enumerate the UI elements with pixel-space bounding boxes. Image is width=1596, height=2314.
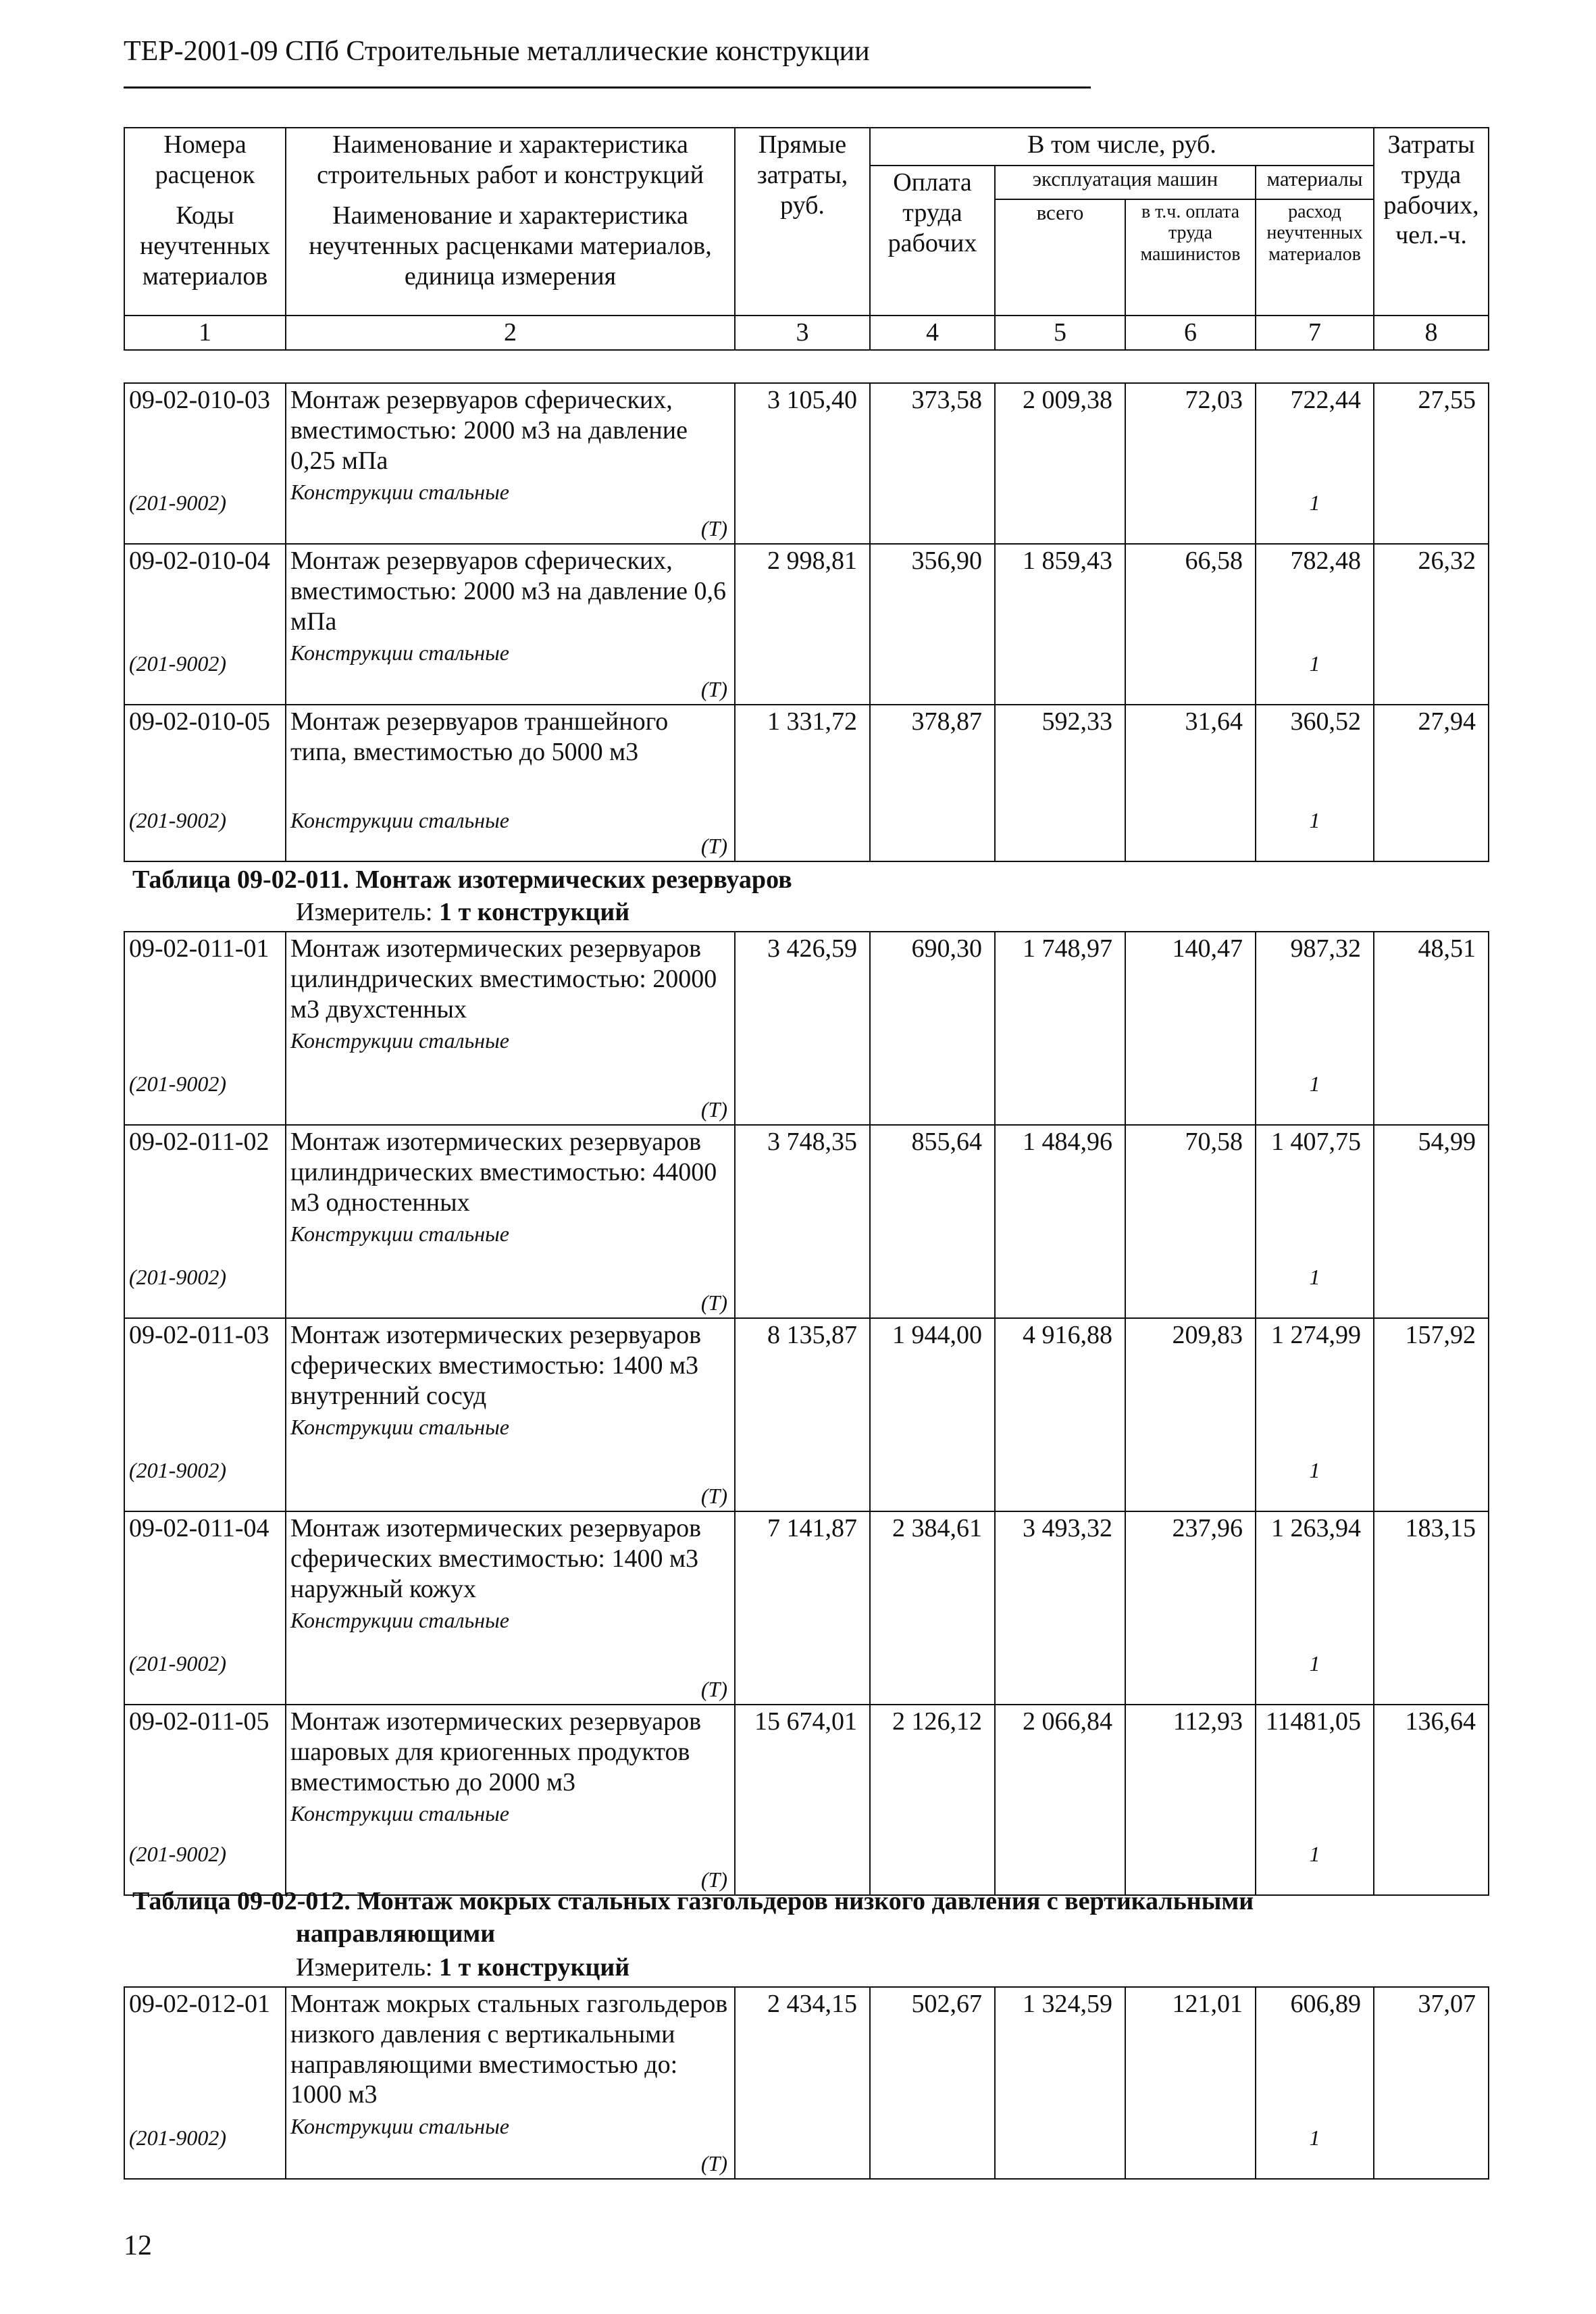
header-work-name: Наименование и характеристика строительных работ и конструкций	[286, 128, 735, 199]
material-name: Конструкции стальные	[290, 1028, 509, 1053]
material-quantity: 1	[1309, 1458, 1320, 1483]
rate-code: 09-02-010-04	[129, 547, 270, 575]
table-row	[124, 383, 1489, 544]
header-operator-pay: в т.ч. оплата труда машинистов	[1125, 199, 1256, 316]
materials-cost: 1 263,94	[1271, 1514, 1361, 1542]
unit-mark: (Т)	[700, 1097, 727, 1122]
column-header-table	[124, 127, 1489, 351]
material-quantity: 1	[1309, 1072, 1320, 1097]
col-number-3: 3	[735, 316, 870, 350]
labor-hours: 183,15	[1374, 1511, 1489, 1705]
machines-total: 1 324,59	[995, 1987, 1125, 2179]
unit-value: 1 т конструкций	[439, 1953, 630, 1982]
materials-cost: 606,89	[1290, 1990, 1361, 2018]
header-direct-costs: Прямые затраты, руб.	[735, 128, 870, 316]
machines-total: 1 859,43	[995, 544, 1125, 705]
header-rule	[124, 86, 1091, 89]
machines-total: 4 916,88	[995, 1318, 1125, 1511]
worker-pay: 855,64	[870, 1125, 995, 1318]
operator-pay: 70,58	[1125, 1125, 1256, 1318]
work-description: Монтаж изотермических резервуаров цилиндрических вместимостью: 20000 м3 двухстенных	[290, 934, 717, 1024]
worker-pay: 378,87	[870, 705, 995, 861]
work-description: Монтаж резервуаров сферических, вместимостью: 2000 м3 на давление 0,25 мПа	[290, 386, 688, 475]
materials-cost: 360,52	[1290, 707, 1361, 736]
rate-code: 09-02-011-02	[129, 1128, 269, 1156]
material-quantity: 1	[1309, 651, 1320, 676]
labor-hours: 54,99	[1374, 1125, 1489, 1318]
table-row	[124, 1987, 1489, 2179]
table-012-caption: Таблица 09-02-012. Монтаж мокрых стальных газгольдеров низкого давления с вертикальными	[132, 1887, 1254, 1915]
worker-pay: 502,67	[870, 1987, 995, 2179]
labor-hours: 37,07	[1374, 1987, 1489, 2179]
col-number-5: 5	[995, 316, 1125, 350]
work-description: Монтаж изотермических резервуаров шаровых для криогенных продуктов вместимостью до 2000 м3	[290, 1707, 702, 1796]
unit-mark: (Т)	[700, 834, 727, 859]
table-row	[124, 705, 1489, 861]
machines-total: 1 748,97	[995, 932, 1125, 1125]
materials-cost: 1 407,75	[1271, 1128, 1361, 1156]
machines-total: 2 066,84	[995, 1705, 1125, 1895]
operator-pay: 209,83	[1125, 1318, 1256, 1511]
unit-mark: (Т)	[700, 2151, 727, 2176]
table-row	[124, 1511, 1489, 1705]
col-number-7: 7	[1256, 316, 1374, 350]
table-012-caption-line2: направляющими	[296, 1919, 496, 1948]
worker-pay: 690,30	[870, 932, 995, 1125]
material-name: Конструкции стальные	[290, 808, 509, 833]
work-description: Монтаж изотермических резервуаров сферических вместимостью: 1400 м3 внутренний сосуд	[290, 1321, 702, 1410]
material-code: (201-9002)	[129, 1265, 226, 1290]
material-quantity: 1	[1309, 491, 1320, 515]
col-number-2: 2	[286, 316, 735, 350]
material-quantity: 1	[1309, 1651, 1320, 1676]
rate-code: 09-02-012-01	[129, 1990, 270, 2018]
material-code: (201-9002)	[129, 1072, 226, 1097]
table-row	[124, 1705, 1489, 1895]
operator-pay: 140,47	[1125, 932, 1256, 1125]
work-description: Монтаж резервуаров сферических, вместимостью: 2000 м3 на давление 0,6 мПа	[290, 547, 726, 636]
operator-pay: 72,03	[1125, 383, 1256, 544]
work-description: Монтаж мокрых стальных газгольдеров низкого давления с вертикальными направляющими вместимостью до: 1000 м3	[290, 1990, 728, 2109]
direct-costs: 8 135,87	[735, 1318, 870, 1511]
rate-code: 09-02-011-03	[129, 1321, 269, 1349]
material-name: Конструкции стальные	[290, 1222, 509, 1247]
worker-pay: 2 126,12	[870, 1705, 995, 1895]
rates-table-011	[124, 931, 1489, 1896]
direct-costs: 2 998,81	[735, 544, 870, 705]
labor-hours: 26,32	[1374, 544, 1489, 705]
work-description: Монтаж изотермических резервуаров сферических вместимостью: 1400 м3 наружный кожух	[290, 1514, 702, 1603]
materials-cost: 722,44	[1290, 386, 1361, 414]
worker-pay: 1 944,00	[870, 1318, 995, 1511]
rates-table-012	[124, 1986, 1489, 2180]
unit-label: Измеритель:	[296, 898, 433, 926]
material-code: (201-9002)	[129, 1651, 226, 1676]
labor-hours: 157,92	[1374, 1318, 1489, 1511]
table-012-unit	[296, 1953, 629, 1982]
direct-costs: 3 426,59	[735, 932, 870, 1125]
operator-pay: 66,58	[1125, 544, 1256, 705]
unit-mark: (Т)	[700, 1677, 727, 1702]
unit-label: Измеритель:	[296, 1953, 433, 1982]
material-name: Конструкции стальные	[290, 1415, 509, 1440]
labor-hours: 27,94	[1374, 705, 1489, 861]
direct-costs: 1 331,72	[735, 705, 870, 861]
direct-costs: 2 434,15	[735, 1987, 870, 2179]
direct-costs: 15 674,01	[735, 1705, 870, 1895]
worker-pay: 2 384,61	[870, 1511, 995, 1705]
rate-code: 09-02-010-03	[129, 386, 270, 414]
operator-pay: 31,64	[1125, 705, 1256, 861]
material-name: Конструкции стальные	[290, 1608, 509, 1633]
machines-total: 592,33	[995, 705, 1125, 861]
unit-value: 1 т конструкций	[439, 898, 630, 926]
table-011-caption: Таблица 09-02-011. Монтаж изотермических резервуаров	[132, 865, 792, 894]
material-quantity: 1	[1309, 1842, 1320, 1867]
unit-mark: (Т)	[700, 677, 727, 702]
header-labor-hours: Затраты труда рабочих, чел.-ч.	[1374, 128, 1489, 316]
material-code: (201-9002)	[129, 808, 226, 833]
rates-table-010	[124, 382, 1489, 862]
operator-pay: 121,01	[1125, 1987, 1256, 2179]
unit-mark: (Т)	[700, 516, 727, 541]
table-row	[124, 932, 1489, 1125]
table-row	[124, 1318, 1489, 1511]
header-material-names: Наименование и характеристика неучтенных расценками материалов, единица измерения	[286, 199, 735, 316]
rate-code: 09-02-010-05	[129, 707, 270, 736]
labor-hours: 136,64	[1374, 1705, 1489, 1895]
table-011-unit	[296, 897, 629, 927]
header-machines-total: всего	[995, 199, 1125, 316]
col-number-8: 8	[1374, 316, 1489, 350]
operator-pay: 237,96	[1125, 1511, 1256, 1705]
material-quantity: 1	[1309, 1265, 1320, 1290]
materials-cost: 11481,05	[1265, 1707, 1361, 1736]
header-materials: материалы	[1256, 166, 1374, 199]
materials-cost: 987,32	[1290, 934, 1361, 963]
materials-cost: 782,48	[1290, 547, 1361, 575]
col-number-1: 1	[124, 316, 286, 350]
material-code: (201-9002)	[129, 2126, 226, 2150]
work-description: Монтаж изотермических резервуаров цилиндрических вместимостью: 44000 м3 одностенных	[290, 1128, 717, 1217]
header-worker-pay: Оплата труда рабочих	[870, 166, 995, 316]
direct-costs: 7 141,87	[735, 1511, 870, 1705]
rate-code: 09-02-011-04	[129, 1514, 269, 1542]
material-code: (201-9002)	[129, 651, 226, 676]
material-code: (201-9002)	[129, 1458, 226, 1483]
material-quantity: 1	[1309, 808, 1320, 833]
page-header: ТЕР-2001-09 СПб Строительные металлические конструкции	[124, 36, 870, 67]
worker-pay: 356,90	[870, 544, 995, 705]
unit-mark: (Т)	[700, 1867, 727, 1892]
rate-code: 09-02-011-05	[129, 1707, 269, 1736]
machines-total: 3 493,32	[995, 1511, 1125, 1705]
table-row	[124, 544, 1489, 705]
labor-hours: 48,51	[1374, 932, 1489, 1125]
material-quantity: 1	[1309, 2126, 1320, 2150]
col-number-6: 6	[1125, 316, 1256, 350]
header-rate-numbers: Номера расценок	[124, 128, 286, 199]
machines-total: 1 484,96	[995, 1125, 1125, 1318]
direct-costs: 3 105,40	[735, 383, 870, 544]
worker-pay: 373,58	[870, 383, 995, 544]
operator-pay: 112,93	[1125, 1705, 1256, 1895]
material-code: (201-9002)	[129, 491, 226, 515]
labor-hours: 27,55	[1374, 383, 1489, 544]
col-number-4: 4	[870, 316, 995, 350]
material-name: Конструкции стальные	[290, 2114, 509, 2139]
header-unaccounted-materials: расход неучтенных материалов	[1256, 199, 1374, 316]
materials-cost: 1 274,99	[1271, 1321, 1361, 1349]
header-machines: эксплуатация машин	[995, 166, 1256, 199]
direct-costs: 3 748,35	[735, 1125, 870, 1318]
material-name: Конструкции стальные	[290, 480, 509, 505]
unit-mark: (Т)	[700, 1484, 727, 1509]
table-row	[124, 1125, 1489, 1318]
machines-total: 2 009,38	[995, 383, 1125, 544]
header-material-codes: Коды неучтенных материалов	[124, 199, 286, 316]
material-name: Конструкции стальные	[290, 640, 509, 665]
material-code: (201-9002)	[129, 1842, 226, 1867]
rate-code: 09-02-011-01	[129, 934, 269, 963]
material-name: Конструкции стальные	[290, 1801, 509, 1826]
work-description: Монтаж резервуаров траншейного типа, вместимостью до 5000 м3	[290, 707, 669, 766]
page-number: 12	[124, 2230, 152, 2261]
unit-mark: (Т)	[700, 1290, 727, 1315]
header-including-group: В том числе, руб.	[870, 128, 1374, 166]
